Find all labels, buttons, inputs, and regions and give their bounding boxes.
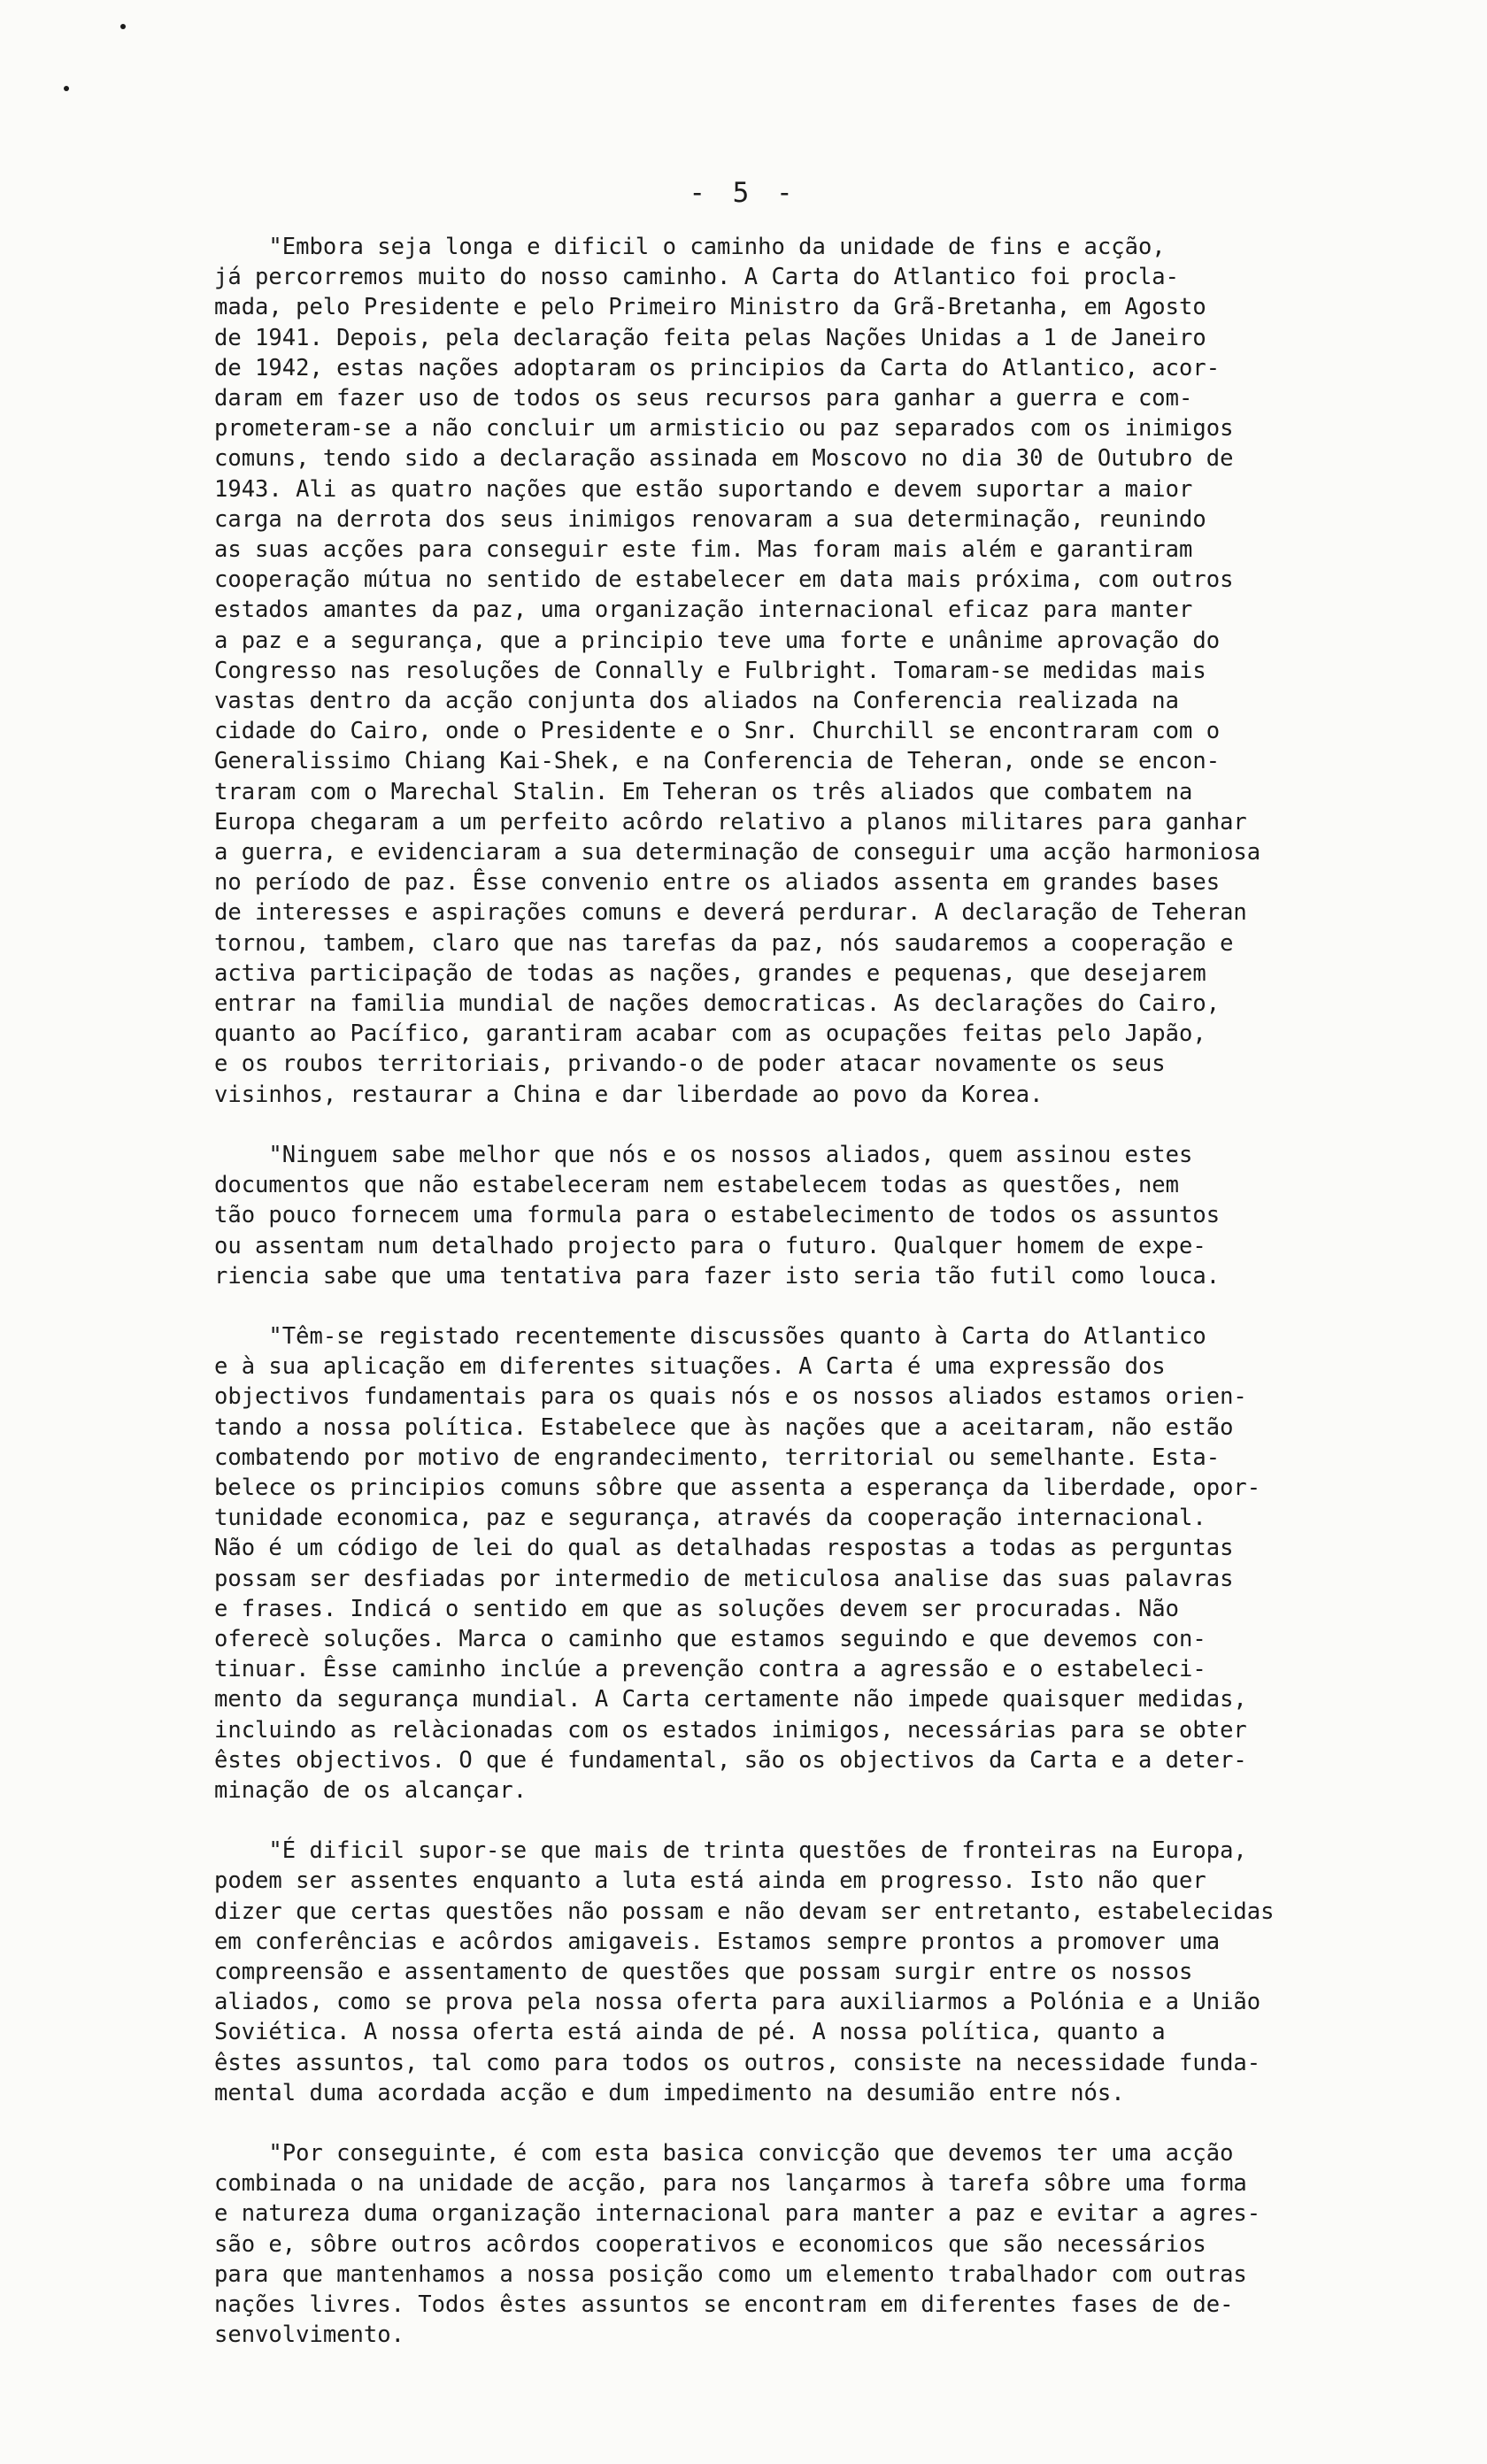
text-line: 1943. Ali as quatro nações que estão suportando e devem suportar a maior <box>214 475 1193 503</box>
text-line: "Têm-se registado recentemente discussões quanto à Carta do Atlantico <box>214 1322 1206 1350</box>
text-line: no período de paz. Êsse convenio entre os aliados assenta em grandes bases <box>214 869 1221 897</box>
text-line: já percorremos muito do nosso caminho. A Carta do Atlantico foi procla- <box>214 264 1180 291</box>
text-line: tão pouco fornecem uma formula para o estabelecimento de todos os assuntos <box>214 1202 1221 1229</box>
text-line: visinhos, restaurar a China e dar liberdade ao povo da Korea. <box>214 1081 1044 1108</box>
text-line: "Ninguem sabe melhor que nós e os nossos aliados, quem assinou estes <box>214 1141 1193 1168</box>
text-line: cooperação mútua no sentido de estabelecer em data mais próxima, com outros <box>214 566 1234 594</box>
text-line: traram com o Marechal Stalin. Em Teheran os três aliados que combatem na <box>214 778 1193 805</box>
text-line: prometeram-se a não concluir um armisticio ou paz separados com os inimigos <box>214 415 1234 443</box>
text-line: mental duma acordada acção e dum impedimento na desumião entre nós. <box>214 2079 1125 2106</box>
text-line: Europa chegaram a um perfeito acôrdo relativo a planos militares para ganhar <box>214 808 1247 835</box>
text-line: Não é um código de lei do qual as detalhadas respostas a todas as perguntas <box>214 1535 1234 1562</box>
paragraph <box>214 2138 1365 2350</box>
text-line: oferecè soluções. Marca o caminho que estamos seguindo e que devemos con- <box>214 1625 1206 1652</box>
text-line: belece os principios comuns sôbre que assenta a esperança da liberdade, opor- <box>214 1474 1261 1501</box>
text-line: tunidade economica, paz e segurança, através da cooperação internacional. <box>214 1505 1206 1532</box>
text-line: possam ser desfiadas por intermedio de meticulosa analise das suas palavras <box>214 1565 1234 1592</box>
text-line: mento da segurança mundial. A Carta certamente não impede quaisquer medidas, <box>214 1686 1247 1713</box>
text-line: carga na derrota dos seus inimigos renovaram a sua determinação, reunindo <box>214 505 1206 533</box>
page-number: - 5 - <box>689 177 798 209</box>
text-line: minação de os alcançar. <box>214 1776 528 1804</box>
document-body <box>214 232 1365 2350</box>
text-line: "É dificil supor-se que mais de trinta questões de fronteiras na Europa, <box>214 1837 1247 1865</box>
text-line: documentos que não estabeleceram nem estabelecem todas as questões, nem <box>214 1172 1180 1199</box>
text-line: riencia sabe que uma tentativa para fazer isto seria tão futil como louca. <box>214 1262 1221 1290</box>
text-line: objectivos fundamentais para os quais nós e os nossos aliados estamos orien- <box>214 1383 1247 1411</box>
text-line: mada, pelo Presidente e pelo Primeiro Ministro da Grã-Bretanha, em Agosto <box>214 294 1206 321</box>
text-line: nações livres. Todos êstes assuntos se encontram em diferentes fases de de- <box>214 2291 1234 2318</box>
text-line: são e, sôbre outros acôrdos cooperativos e economicos que são necessários <box>214 2230 1206 2258</box>
text-line: Soviética. A nossa oferta está ainda de pé. A nossa política, quanto a <box>214 2019 1166 2046</box>
text-line: Generalissimo Chiang Kai-Shek, e na Conferencia de Teheran, onde se encon- <box>214 748 1221 775</box>
text-line: ou assentam num detalhado projecto para o futuro. Qualquer homem de expe- <box>214 1232 1206 1259</box>
text-line: senvolvimento. <box>214 2322 404 2349</box>
text-line: combatendo por motivo de engrandecimento, territorial ou semelhante. Esta- <box>214 1444 1221 1471</box>
text-line: de interesses e aspirações comuns e deverá perdurar. A declaração de Teheran <box>214 899 1247 927</box>
text-line: estados amantes da paz, uma organização internacional eficaz para manter <box>214 597 1193 624</box>
text-line: de 1942, estas nações adoptaram os principios da Carta do Atlantico, acor- <box>214 354 1221 381</box>
text-line: combinada o na unidade de acção, para nos lançarmos à tarefa sôbre uma forma <box>214 2170 1247 2198</box>
paragraph <box>214 1140 1365 1291</box>
text-line: e os roubos territoriais, privando-o de poder atacar novamente os seus <box>214 1051 1166 1078</box>
text-line: aliados, como se prova pela nossa oferta para auxiliarmos a Polónia e a União <box>214 1989 1261 2016</box>
text-line: incluindo as relàcionadas com os estados inimigos, necessárias para se obter <box>214 1716 1247 1744</box>
text-line: as suas acções para conseguir este fim. Mas foram mais além e garantiram <box>214 536 1193 564</box>
text-line: tornou, tambem, claro que nas tarefas da paz, nós saudaremos a cooperação e <box>214 929 1234 957</box>
text-line: "Por conseguinte, é com esta basica convicção que devemos ter uma acção <box>214 2139 1234 2167</box>
paragraph <box>214 232 1365 1110</box>
ink-speck <box>64 86 69 91</box>
paragraph <box>214 1836 1365 2108</box>
text-line: entrar na familia mundial de nações democraticas. As declarações do Cairo, <box>214 990 1221 1018</box>
text-line: a guerra, e evidenciaram a sua determinação de conseguir uma acção harmoniosa <box>214 839 1261 866</box>
text-line: comuns, tendo sido a declaração assinada em Moscovo no dia 30 de Outubro de <box>214 445 1234 473</box>
text-line: daram em fazer uso de todos os seus recursos para ganhar a guerra e com- <box>214 385 1193 412</box>
paragraph <box>214 1321 1365 1806</box>
text-line: quanto ao Pacífico, garantiram acabar com as ocupações feitas pelo Japão, <box>214 1020 1206 1048</box>
text-line: para que mantenhamos a nossa posição como um elemento trabalhador com outras <box>214 2260 1247 2288</box>
text-line: em conferências e acôrdos amigaveis. Estamos sempre prontos a promover uma <box>214 1928 1221 1955</box>
text-line: cidade do Cairo, onde o Presidente e o Snr. Churchill se encontraram com o <box>214 718 1221 745</box>
text-line: vastas dentro da acção conjunta dos aliados na Conferencia realizada na <box>214 688 1180 715</box>
text-line: tinuar. Êsse caminho inclúe a prevenção contra a agressão e o estabeleci- <box>214 1656 1206 1683</box>
ink-speck <box>120 24 126 29</box>
text-line: tando a nossa política. Estabelece que às nações que a aceitaram, não estão <box>214 1413 1234 1441</box>
text-line: e à sua aplicação em diferentes situações. A Carta é uma expressão dos <box>214 1353 1166 1381</box>
text-line: e natureza duma organização internacional para manter a paz e evitar a agres- <box>214 2200 1261 2228</box>
text-line: a paz e a segurança, que a principio teve uma forte e unânime aprovação do <box>214 627 1221 654</box>
text-line: activa participação de todas as nações, grandes e pequenas, que desejarem <box>214 959 1206 987</box>
text-line: êstes objectivos. O que é fundamental, são os objectivos da Carta e a deter- <box>214 1746 1247 1774</box>
text-line: "Embora seja longa e dificil o caminho da unidade de fins e acção, <box>214 234 1166 260</box>
text-line: êstes assuntos, tal como para todos os outros, consiste na necessidade funda- <box>214 2049 1261 2076</box>
text-line: Congresso nas resoluções de Connally e Fulbright. Tomaram-se medidas mais <box>214 657 1206 684</box>
text-line: compreensão e assentamento de questões que possam surgir entre os nossos <box>214 1958 1193 1985</box>
text-line: podem ser assentes enquanto a luta está ainda em progresso. Isto não quer <box>214 1867 1206 1895</box>
text-line: dizer que certas questões não possam e não devam ser entretanto, estabelecidas <box>214 1898 1275 1925</box>
text-line: e frases. Indicá o sentido em que as soluções devem ser procuradas. Não <box>214 1595 1180 1622</box>
text-line: de 1941. Depois, pela declaração feita pelas Nações Unidas a 1 de Janeiro <box>214 324 1206 351</box>
